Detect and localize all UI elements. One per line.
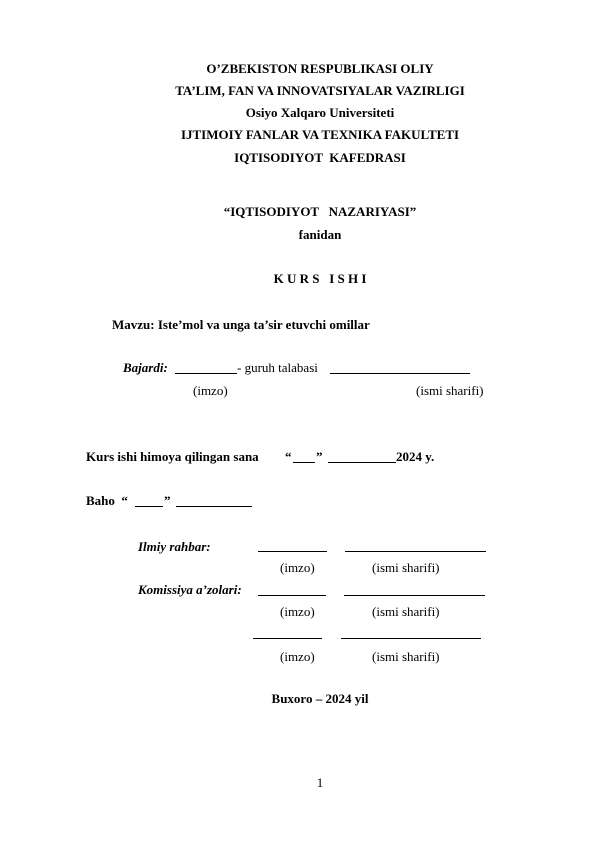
commission-member-1-signature-line (258, 595, 326, 596)
grade-words-line (176, 506, 252, 507)
work-type-heading: K U R S I S H I (273, 271, 367, 286)
commission-member-1-name-line (344, 595, 485, 596)
executor-name-caption: (ismi sharifi) (416, 383, 484, 398)
commission-member-2-name-line (341, 638, 481, 639)
topic: Mavzu: Iste’mol va unga ta’sir etuvchi omillar (112, 317, 370, 332)
defense-year: 2024 y. (396, 449, 435, 464)
group-number-line (175, 373, 237, 374)
subject-title: “IQTISODIYOT NAZARIYASI” (223, 204, 417, 219)
defense-day-line (293, 462, 315, 463)
faculty-name: IJTIMOIY FANLAR VA TEXNIKA FAKULTETI (180, 127, 460, 142)
supervisor-signature-caption: (imzo) (280, 560, 315, 575)
ministry-line-2: TA’LIM, FAN VA INNOVATSIYALAR VAZIRLIGI (175, 83, 465, 98)
commission-member-2-signature-caption: (imzo) (280, 649, 315, 664)
commission-member-2-signature-line (253, 638, 322, 639)
defense-date-label: Kurs ishi himoya qilingan sana (86, 449, 259, 464)
ministry-line-1: O’ZBEKISTON RESPUBLIKASI OLIY (206, 61, 434, 76)
commission-member-2-name-caption: (ismi sharifi) (372, 649, 440, 664)
defense-close-quote: ” (316, 449, 323, 464)
commission-member-1-name-caption: (ismi sharifi) (372, 604, 440, 619)
supervisor-name-line (345, 551, 486, 552)
subject-suffix: fanidan (298, 227, 342, 242)
grade-close-quote: ” (164, 493, 171, 508)
grade-label: Baho “ (86, 493, 128, 508)
page-number: 1 (316, 775, 324, 790)
supervisor-name-caption: (ismi sharifi) (372, 560, 440, 575)
executor-name-line (330, 373, 470, 374)
executor-label: Bajardi: (123, 360, 168, 375)
executor-group-text: - guruh talabasi (237, 360, 318, 375)
supervisor-label: Ilmiy rahbar: (138, 539, 211, 554)
place-and-year: Buxoro – 2024 yil (271, 691, 369, 706)
university-name: Osiyo Xalqaro Universiteti (245, 105, 395, 120)
executor-signature-caption: (imzo) (193, 383, 228, 398)
defense-month-line (328, 462, 396, 463)
supervisor-signature-line (258, 551, 327, 552)
grade-score-line (135, 506, 163, 507)
defense-open-quote: “ (285, 449, 292, 464)
commission-label: Komissiya a’zolari: (138, 582, 242, 597)
department-name: IQTISODIYOT KAFEDRASI (234, 150, 406, 165)
commission-member-1-signature-caption: (imzo) (280, 604, 315, 619)
